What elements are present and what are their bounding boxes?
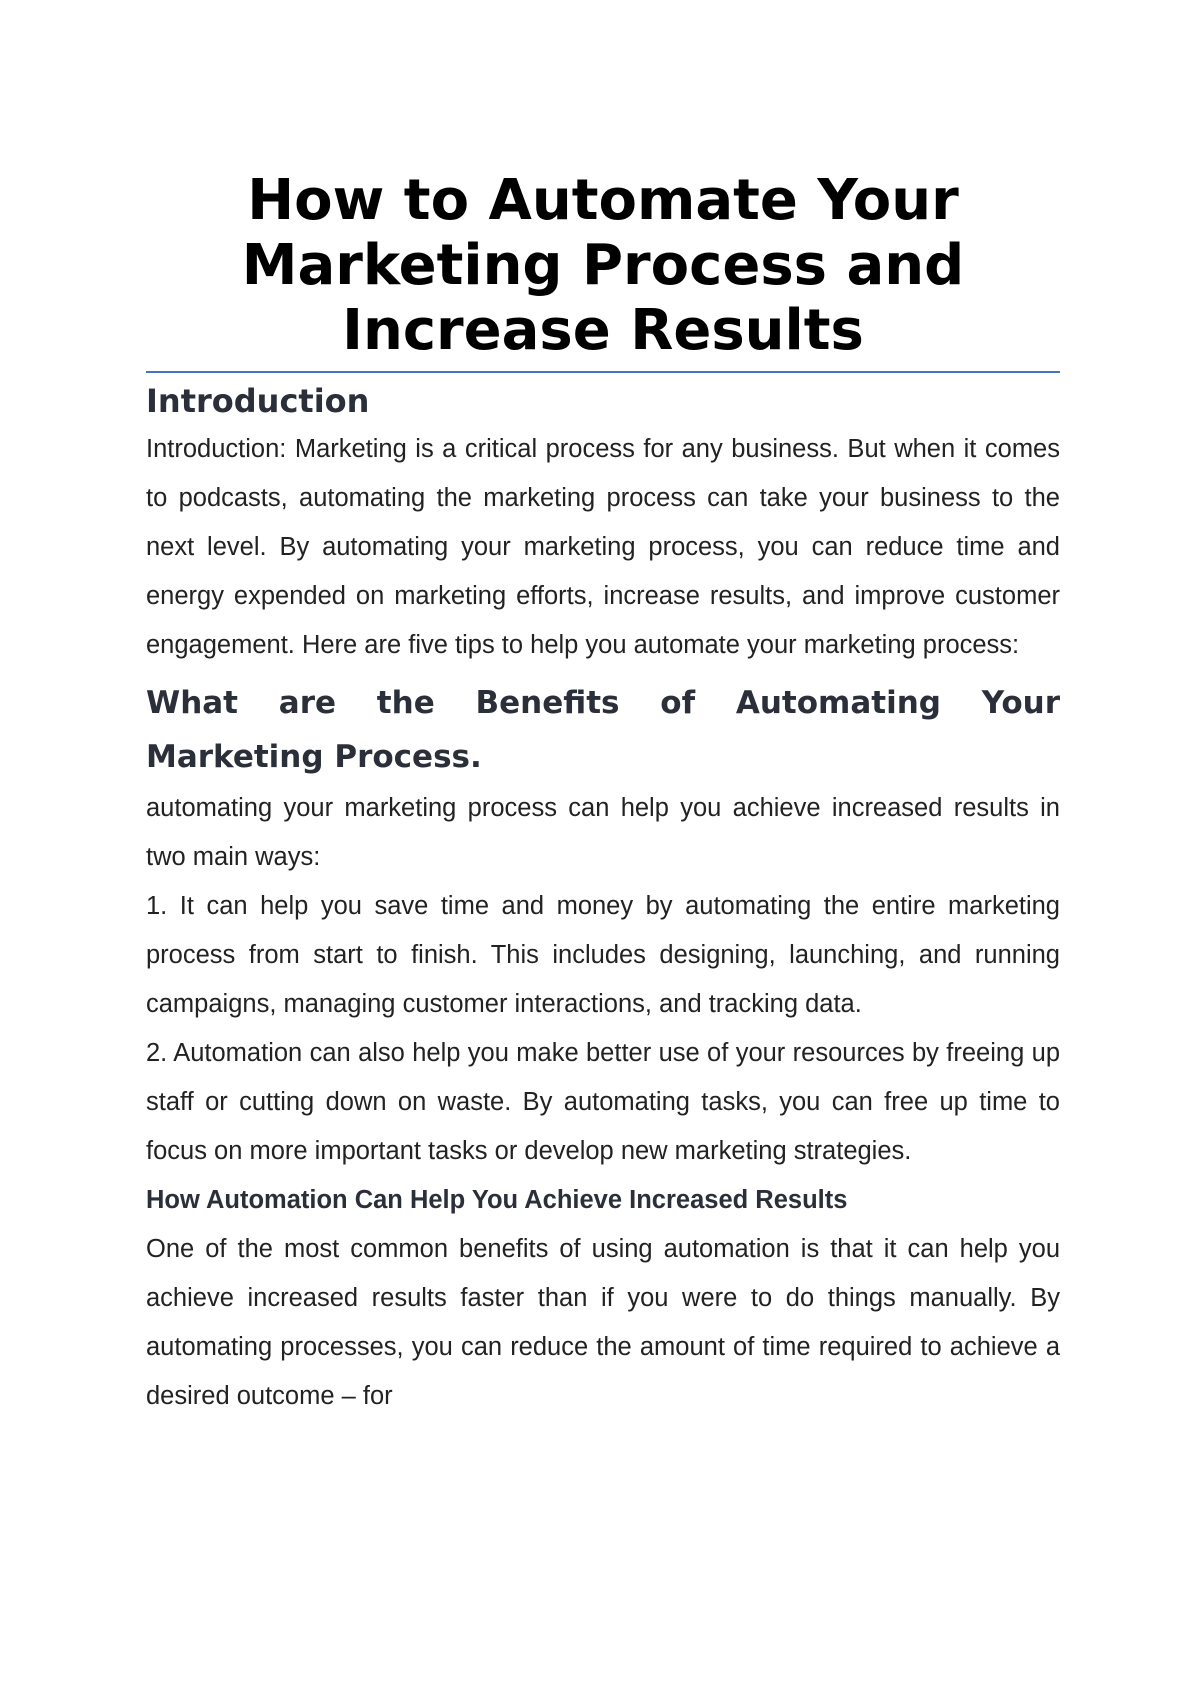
results-paragraph-clip: [146, 1225, 1060, 1421]
benefits-heading: What are the Benefits of Automating Your Marketing Process.: [146, 685, 1060, 775]
results-heading: How Automation Can Help You Achieve Increased Results: [146, 1186, 848, 1214]
benefits-intro-paragraph: automating your marketing process can help you achieve increased results in two main ways:: [146, 794, 1060, 871]
benefit-item-1: 1. It can help you save time and money by automating the entire marketing process from start to finish. This includes designing, launching, and running campaigns, managing customer interactions, and tracking data.: [146, 892, 1060, 1018]
introduction-heading: Introduction: [146, 382, 370, 420]
introduction-paragraph: Introduction: Marketing is a critical process for any business. But when it comes to podcasts, automating the marketing process can take your business to the next level. By automating your marketing process, you can reduce time and energy expended on marketing efforts, increase results, and improve customer engagement. Here are five tips to help you automate your marketing process:: [146, 435, 1060, 659]
document-title: How to Automate Your Marketing Process and Increase Results: [146, 168, 1060, 373]
results-paragraph: One of the most common benefits of using automation is that it can help you achieve increased results faster than if you were to do things manually. By automating processes, you can reduce the amount of time required to achieve a desired outcome – for: [146, 1235, 1060, 1410]
benefit-item-2: 2. Automation can also help you make better use of your resources by freeing up staff or cutting down on waste. By automating tasks, you can free up time to focus on more important tasks or develop new marketing strategies.: [146, 1039, 1060, 1165]
document-body: [146, 168, 1060, 1421]
